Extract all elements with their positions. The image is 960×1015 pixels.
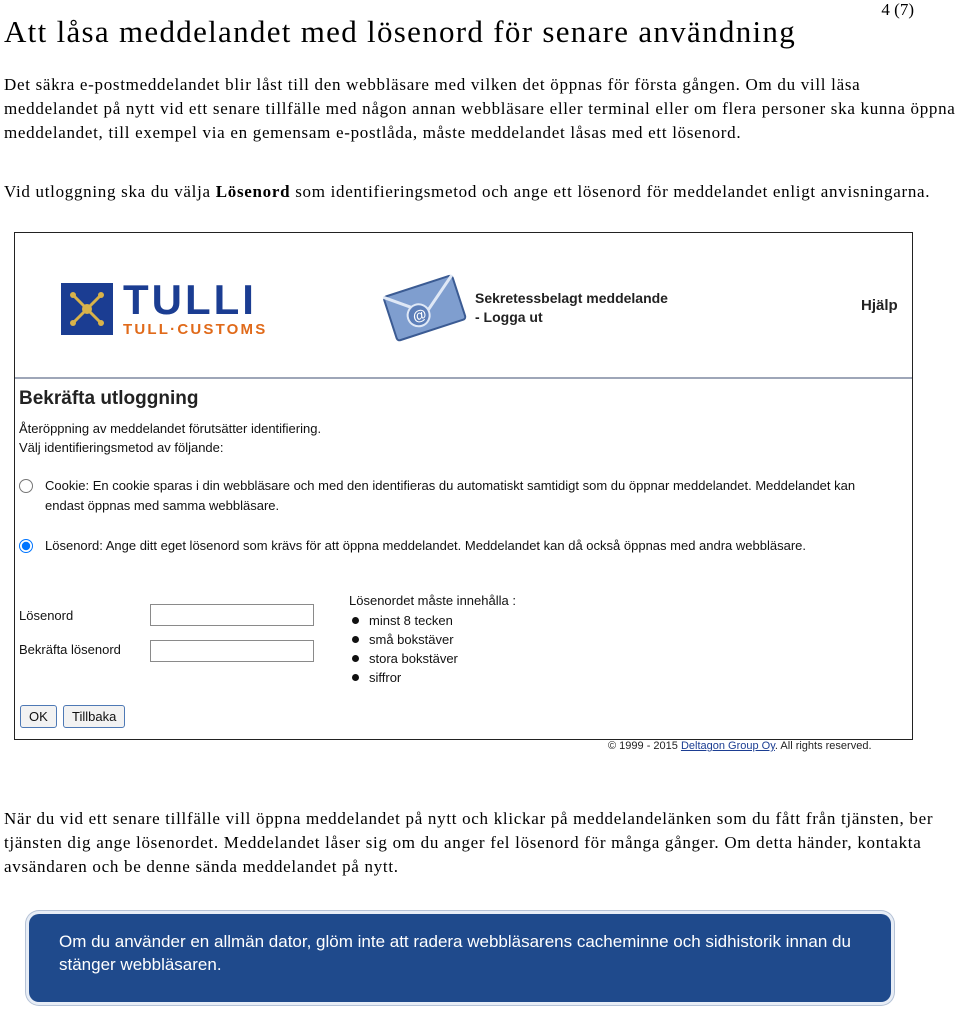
cookie-option-text: Cookie: En cookie sparas i din webbläsare och med den identifieras du automatiskt samtidigt som du öppnar meddelandet. Meddelandet kan endast öppnas med samma webbläsare.	[45, 478, 856, 513]
instruction-bold-password: Lösenord	[215, 182, 291, 201]
confirm-password-input[interactable]	[150, 640, 314, 662]
confirm-password-label: Bekräfta lösenord	[19, 642, 121, 657]
password-requirements	[349, 593, 516, 687]
reopen-paragraph: När du vid ett senare tillfälle vill öppna meddelandet på nytt och klickar på meddelandelänken som du fått från tjänsten, ber tjänsten dig ange lösenordet. Meddelandet låser sig om du anger fel lösenord för många gånger. Om detta händer, kontakta avsändaren och be denne sända meddelandet på nytt.	[4, 809, 934, 876]
identification-info	[19, 419, 321, 457]
requirement-item: minst 8 tecken	[349, 611, 516, 630]
instruction-text-before: Vid utloggning ska du välja	[4, 182, 216, 201]
copyright-suffix: . All rights reserved.	[774, 740, 872, 752]
password-label: Lösenord	[19, 608, 74, 623]
requirements-list	[349, 611, 516, 687]
logo-sub-text: TULL·CUSTOMS	[123, 321, 268, 338]
ok-button[interactable]: OK	[20, 705, 57, 728]
tulli-logo	[61, 276, 331, 338]
password-option-text: Lösenord: Ange ditt eget lösenord som krävs för att öppna meddelandet. Meddelandet kan då också öppnas med andra webbläsare.	[45, 538, 806, 553]
copyright-line	[608, 740, 872, 752]
logout-instruction-paragraph	[4, 180, 956, 204]
info-line-2: Välj identifieringsmetod av följande:	[19, 440, 224, 455]
logo-main-text: TULLI	[123, 276, 257, 323]
copyright-company-link[interactable]: Deltagon Group Oy	[680, 740, 775, 752]
page-number: 4 (7)	[881, 0, 914, 19]
tulli-emblem-icon	[61, 283, 113, 335]
copyright-prefix: © 1999 - 2015	[608, 740, 681, 752]
requirement-item: stora bokstäver	[349, 649, 516, 668]
document-title: Att låsa meddelandet med lösenord för senare användning	[4, 14, 797, 49]
instruction-text-after: som identifieringsmetod och ange ett lösenord för meddelandet enligt anvisningarna.	[290, 182, 931, 201]
password-input[interactable]	[150, 604, 314, 626]
cookie-option-label[interactable]	[19, 476, 889, 516]
requirement-item: små bokstäver	[349, 630, 516, 649]
header-links	[475, 289, 668, 327]
intro-paragraph: Det säkra e-postmeddelandet blir låst till den webbläsare med vilken det öppnas för första gången. Om du vill läsa meddelandet på nytt vid ett senare tillfälle med någon annan webbläsare eller terminal eller om flera personer ska kunna öppna meddelandet, till exempel via en gemensam e-postlåda, måste meddelandet låsas med ett lösenord.	[4, 75, 956, 142]
envelope-at-icon	[375, 269, 475, 349]
header-divider	[15, 377, 912, 379]
requirements-title: Lösenordet måste innehålla :	[349, 593, 516, 608]
tulli-logout-screenshot	[14, 232, 913, 740]
help-link[interactable]: Hjälp	[861, 297, 898, 314]
requirement-item: siffror	[349, 668, 516, 687]
back-button[interactable]: Tillbaka	[63, 705, 125, 728]
password-radio[interactable]	[19, 539, 33, 553]
cookie-radio[interactable]	[19, 479, 33, 493]
note-text: Om du använder en allmän dator, glöm inte att radera webbläsarens cacheminne och sidhistorik innan du stänger webbläsaren.	[59, 932, 851, 974]
logout-link[interactable]: - Logga ut	[475, 309, 543, 325]
svg-text:@: @	[410, 305, 429, 325]
cookie-option[interactable]	[19, 476, 889, 516]
info-line-1: Återöppning av meddelandet förutsätter identifiering.	[19, 421, 322, 436]
panel-title: Bekräfta utloggning	[19, 388, 199, 409]
header-title: Sekretessbelagt meddelande	[475, 290, 668, 306]
note-box	[29, 914, 891, 1002]
password-option[interactable]	[19, 536, 889, 556]
password-option-label[interactable]	[19, 536, 889, 556]
